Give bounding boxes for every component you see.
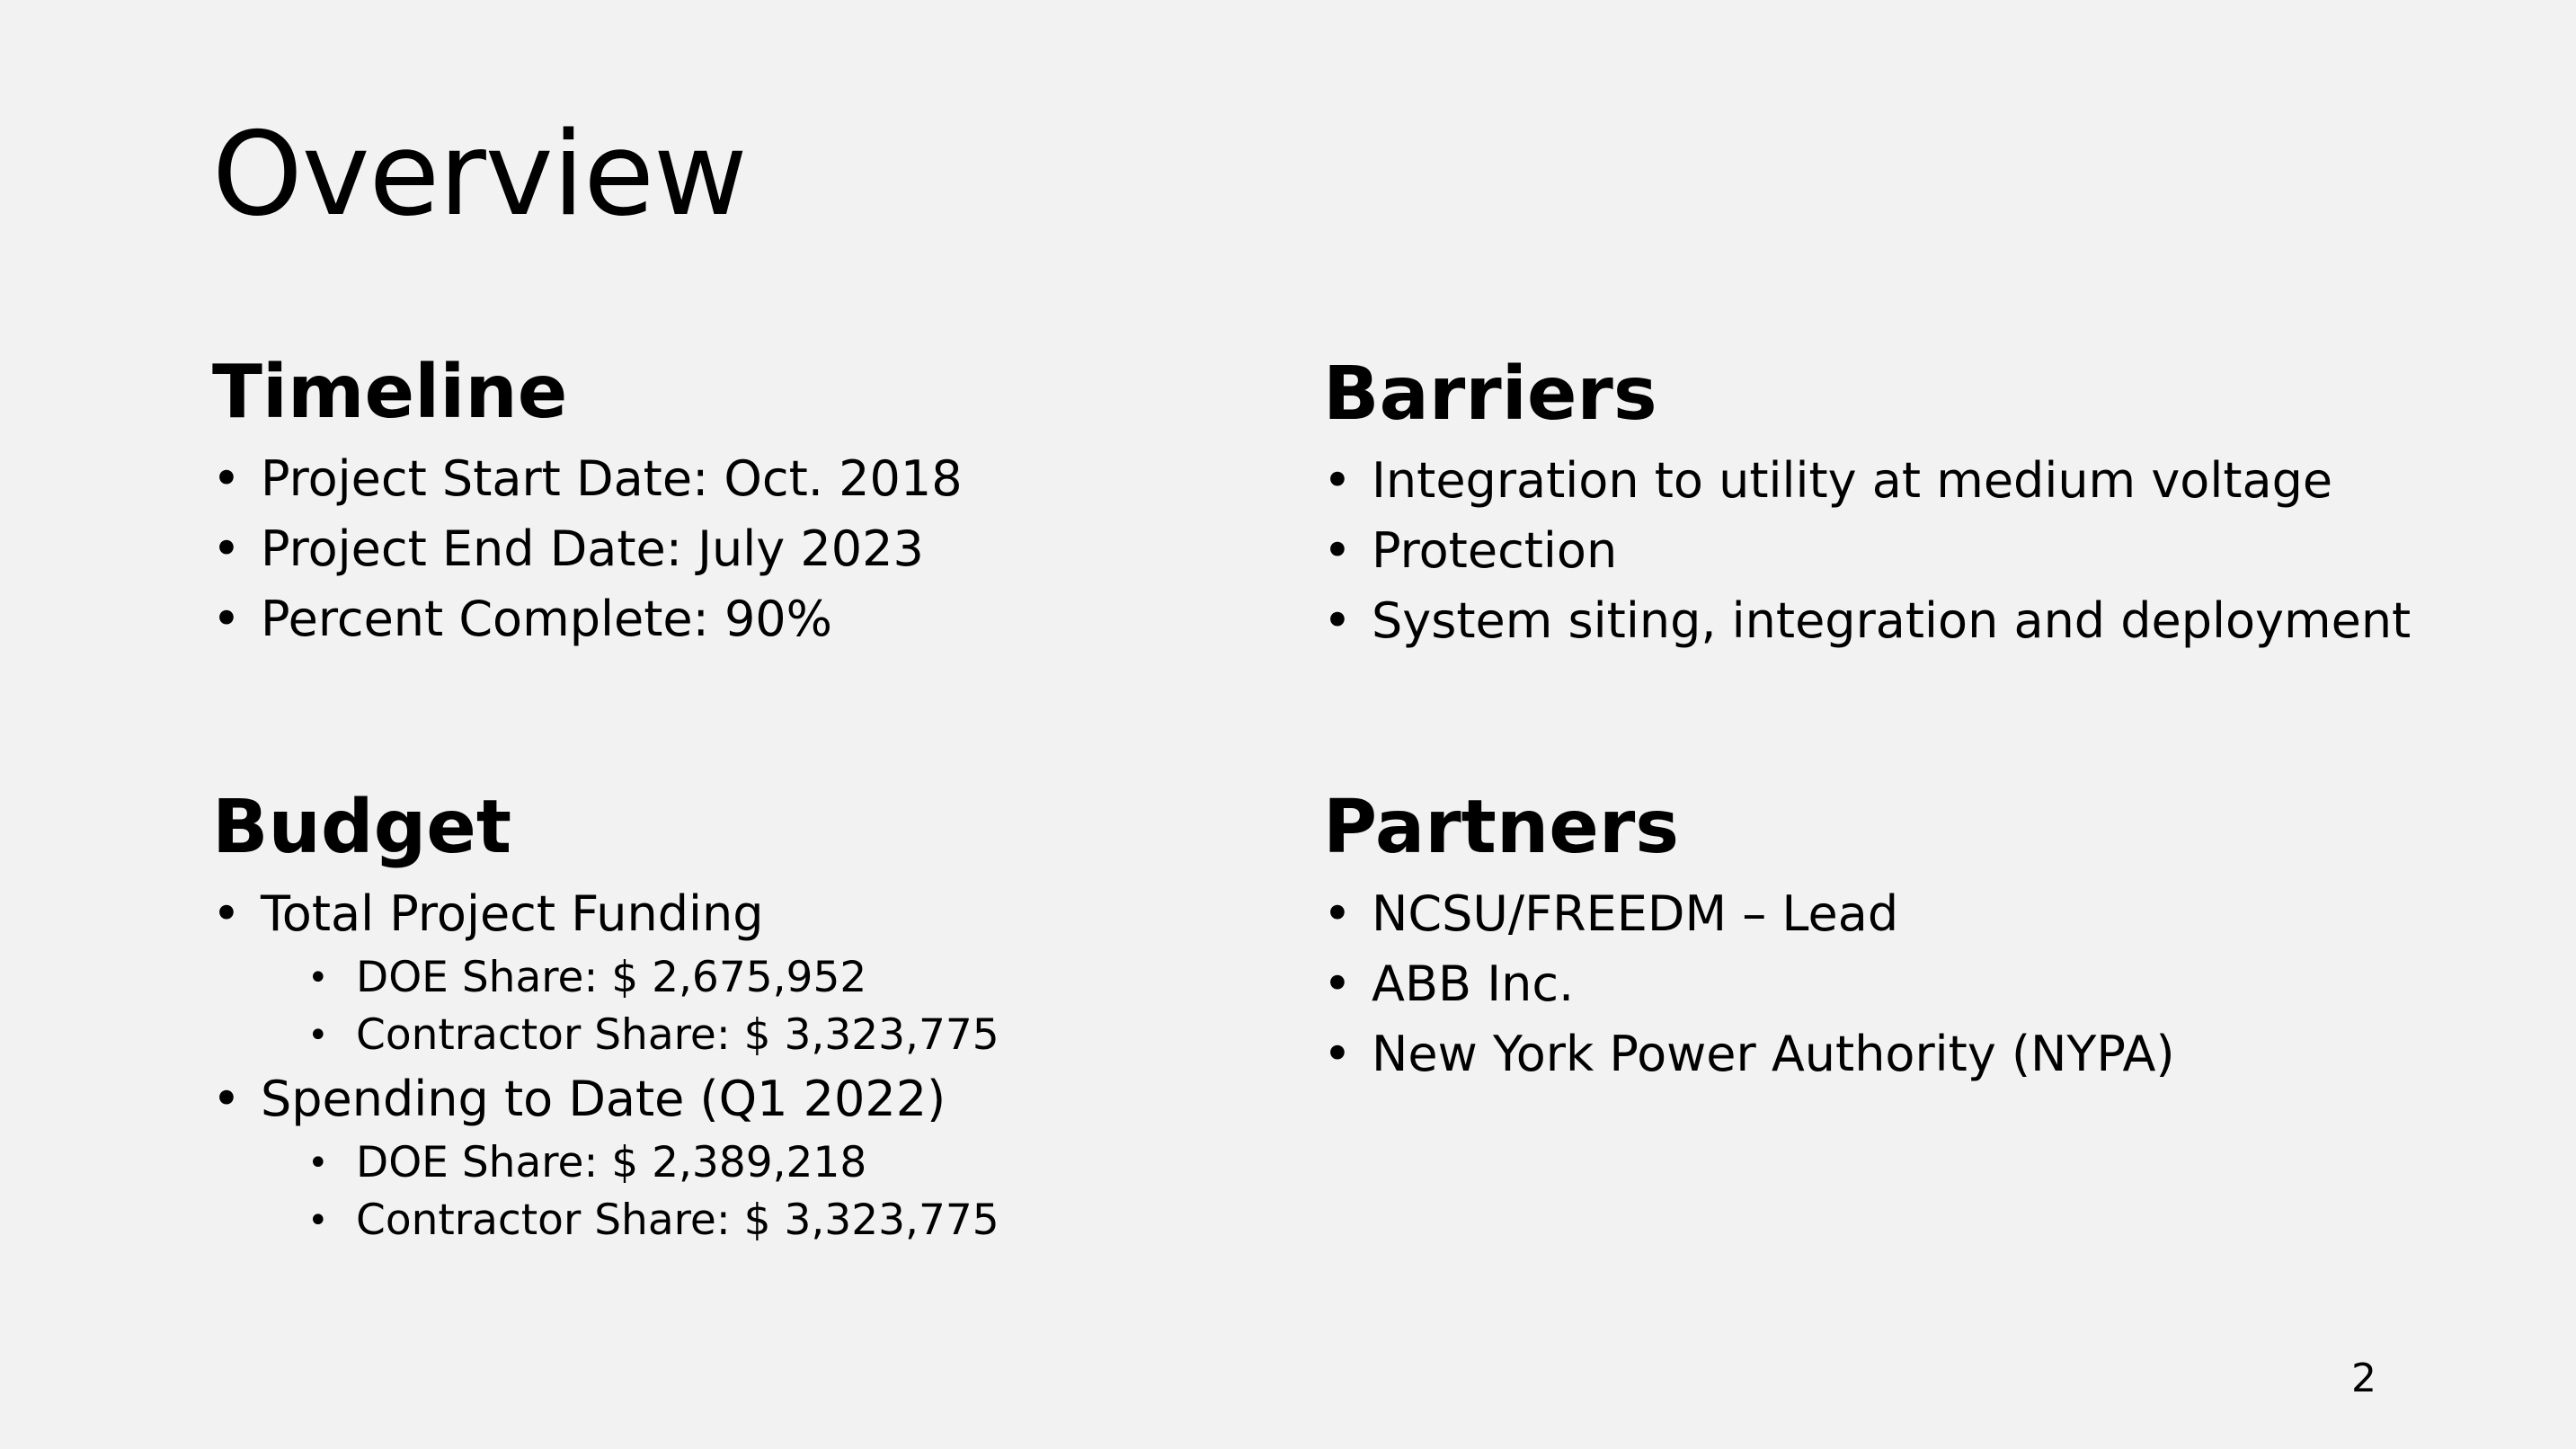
list-item: • Project End Date: July 2023 <box>212 514 963 584</box>
sub-list-item: • Contractor Share: $ 3,323,775 <box>212 1007 999 1064</box>
list-item: • Protection <box>1323 516 2411 586</box>
list-item: • Integration to utility at medium voltage <box>1323 446 2411 516</box>
sub-list-item: • DOE Share: $ 2,389,218 <box>212 1134 999 1192</box>
barriers-heading: Barriers <box>1323 351 1657 437</box>
sub-list-item: • Contractor Share: $ 3,323,775 <box>212 1192 999 1249</box>
budget-list <box>212 879 999 1249</box>
slide-title: Overview <box>212 108 747 242</box>
page-number: 2 <box>2351 1356 2376 1401</box>
list-item: • NCSU/FREEDM – Lead <box>1323 879 2175 949</box>
timeline-heading: Timeline <box>212 350 568 435</box>
partners-list <box>1323 879 2175 1089</box>
timeline-section <box>212 349 963 654</box>
budget-section <box>212 784 999 1249</box>
barriers-list <box>1323 446 2411 656</box>
partners-heading: Partners <box>1323 785 1680 870</box>
list-item: • Percent Complete: 90% <box>212 584 963 654</box>
list-item: • Project Start Date: Oct. 2018 <box>212 444 963 514</box>
list-item: • New York Power Authority (NYPA) <box>1323 1019 2175 1089</box>
budget-heading: Budget <box>212 785 512 870</box>
sub-list-item: • DOE Share: $ 2,675,952 <box>212 949 999 1007</box>
list-item: • Spending to Date (Q1 2022) <box>212 1064 999 1134</box>
list-item: • ABB Inc. <box>1323 949 2175 1019</box>
list-item: • Total Project Funding <box>212 879 999 949</box>
barriers-section <box>1323 351 2411 656</box>
list-item: • System siting, integration and deployment <box>1323 586 2411 656</box>
timeline-list <box>212 444 963 654</box>
partners-section <box>1323 784 2175 1089</box>
